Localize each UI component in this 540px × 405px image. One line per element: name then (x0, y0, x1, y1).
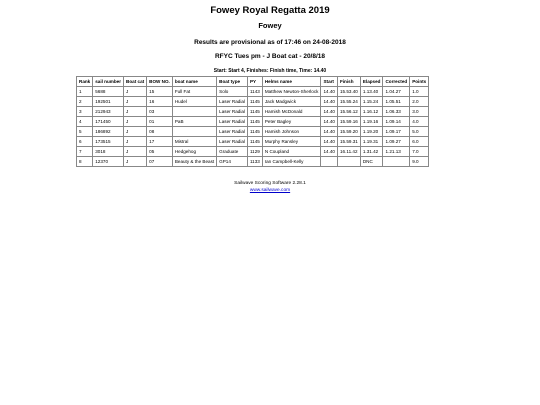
table-cell: Mistral (172, 137, 216, 147)
table-cell: 1145 (247, 137, 262, 147)
table-cell: 14.40 (321, 127, 338, 137)
table-cell: Hamish McDonald (262, 107, 321, 117)
table-cell: J (124, 97, 147, 107)
table-cell: 14.40 (321, 147, 338, 157)
table-cell: J (124, 127, 147, 137)
column-header: Elapsed (360, 77, 383, 87)
table-cell: J (124, 87, 147, 97)
table-cell: 5688 (93, 87, 124, 97)
table-cell: 15.55.24 (337, 97, 360, 107)
provisional-notice: Results are provisional as of 17:46 on 24-08-2018 (194, 39, 346, 46)
table-cell: 14.40 (321, 117, 338, 127)
column-header: BOW NO. (147, 77, 173, 87)
results-table-body (77, 87, 429, 167)
table-cell: J (124, 147, 147, 157)
table-cell: 16.11.42 (337, 147, 360, 157)
table-cell (321, 157, 338, 167)
column-header: PY (247, 77, 262, 87)
table-cell: 15.59.31 (337, 137, 360, 147)
table-cell: Laser Radial (217, 97, 248, 107)
table-cell: 14.40 (321, 87, 338, 97)
column-header: Boat type (217, 77, 248, 87)
table-cell (383, 157, 410, 167)
table-cell: 7.0 (410, 147, 429, 157)
table-cell: 1133 (247, 157, 262, 167)
table-cell: Laser Radial (217, 137, 248, 147)
table-cell: 1.19.16 (360, 117, 383, 127)
column-header: Finish (337, 77, 360, 87)
table-cell: 1.13.40 (360, 87, 383, 97)
table-cell: 2.0 (410, 97, 429, 107)
table-header-row (77, 77, 429, 87)
table-cell: N Coupland (262, 147, 321, 157)
table-cell: 12370 (93, 157, 124, 167)
column-header: sail number (93, 77, 124, 87)
table-cell: J (124, 157, 147, 167)
table-row (77, 157, 429, 167)
table-cell: 15.59.16 (337, 117, 360, 127)
table-row (77, 117, 429, 127)
table-cell: 15 (147, 87, 173, 97)
table-cell: Murphy Ransley (262, 137, 321, 147)
table-cell: 1.09.14 (383, 117, 410, 127)
table-cell (337, 157, 360, 167)
table-cell: 6.0 (410, 137, 429, 147)
table-cell: 1.09.17 (383, 127, 410, 137)
column-header: Start (321, 77, 338, 87)
table-cell (172, 127, 216, 137)
table-cell (172, 107, 216, 117)
table-cell: 1145 (247, 97, 262, 107)
table-cell: 3.0 (410, 107, 429, 117)
table-cell: 1 (77, 87, 93, 97)
table-cell: 15.56.12 (337, 107, 360, 117)
table-cell: Graduate (217, 147, 248, 157)
table-row (77, 97, 429, 107)
table-cell: 4 (77, 117, 93, 127)
table-cell: 9.0 (410, 157, 429, 167)
column-header: Rank (77, 77, 93, 87)
table-cell: 212943 (93, 107, 124, 117)
table-cell: 192501 (93, 97, 124, 107)
table-cell: 186892 (93, 127, 124, 137)
column-header: Points (410, 77, 429, 87)
results-page (0, 0, 540, 193)
table-cell: 1143 (247, 87, 262, 97)
table-cell: 05 (147, 147, 173, 157)
footer (0, 181, 540, 194)
table-cell: Ian Campbell-Kelly (262, 157, 321, 167)
table-row (77, 147, 429, 157)
table-cell: 01 (147, 117, 173, 127)
table-cell: 17 (147, 137, 173, 147)
table-cell: 1129 (247, 147, 262, 157)
table-row (77, 87, 429, 97)
table-cell: 1.0 (410, 87, 429, 97)
table-cell: 1.05.51 (383, 97, 410, 107)
start-info: Start: Start 4, Finishes: Finish time, Time: 14.40 (213, 68, 327, 74)
table-cell: 1145 (247, 117, 262, 127)
venue-heading: Fowey (258, 21, 282, 30)
table-cell: DNC (360, 157, 383, 167)
table-cell: 1145 (247, 127, 262, 137)
table-cell: Laser Radial (217, 107, 248, 117)
table-cell: Jack Madgwick (262, 97, 321, 107)
table-cell: 1.16.12 (360, 107, 383, 117)
table-cell: J (124, 137, 147, 147)
table-cell: 15.59.20 (337, 127, 360, 137)
table-cell: 5 (77, 127, 93, 137)
column-header: boat name (172, 77, 216, 87)
table-cell: 4.0 (410, 117, 429, 127)
table-cell: Hamish Johnson (262, 127, 321, 137)
table-cell: 14.40 (321, 137, 338, 147)
table-cell: 3018 (93, 147, 124, 157)
table-cell: 7 (77, 147, 93, 157)
table-cell: J (124, 107, 147, 117)
table-cell: 1.15.24 (360, 97, 383, 107)
table-row (77, 127, 429, 137)
table-cell: J (124, 117, 147, 127)
table-cell: 14.40 (321, 97, 338, 107)
table-cell: Peter Bagley (262, 117, 321, 127)
table-cell: 171450 (93, 117, 124, 127)
table-cell: 15.53.40 (337, 87, 360, 97)
table-cell: Hudel (172, 97, 216, 107)
table-cell: 16 (147, 97, 173, 107)
table-cell: 1145 (247, 107, 262, 117)
table-row (77, 107, 429, 117)
table-cell: 14.40 (321, 107, 338, 117)
table-row (77, 137, 429, 147)
table-cell: 6 (77, 137, 93, 147)
sailwave-link[interactable]: www.sailwave.com (249, 187, 291, 193)
software-credit: Sailwave Scoring Software 2.28.1 (234, 181, 306, 186)
table-cell: GP14 (217, 157, 248, 167)
table-cell: 5.0 (410, 127, 429, 137)
table-cell: 2 (77, 97, 93, 107)
page-title: Fowey Royal Regatta 2019 (210, 5, 330, 16)
table-cell: 3 (77, 107, 93, 117)
table-cell: Laser Radial (217, 127, 248, 137)
table-cell: Full Fat (172, 87, 216, 97)
table-cell: 1.19.31 (360, 137, 383, 147)
table-cell: Beauty & the Beast (172, 157, 216, 167)
table-cell: 07 (147, 157, 173, 167)
table-cell: 1.06.33 (383, 107, 410, 117)
table-cell: 1.19.20 (360, 127, 383, 137)
table-cell: 03 (147, 107, 173, 117)
table-cell: 1.31.42 (360, 147, 383, 157)
table-cell: PaB (172, 117, 216, 127)
column-header: Boat cat (124, 77, 147, 87)
table-cell: 1.09.27 (383, 137, 410, 147)
column-header: Corrected (383, 77, 410, 87)
table-cell: Solo (217, 87, 248, 97)
table-cell: Laser Radial (217, 117, 248, 127)
race-title: RFYC Tues pm - J Boat cat - 20/8/18 (214, 53, 326, 60)
table-cell: Matthew Newton-Sherlock (262, 87, 321, 97)
table-cell: 1.21.13 (383, 147, 410, 157)
column-header: Helms name (262, 77, 321, 87)
table-cell: 1.04.27 (383, 87, 410, 97)
results-table (76, 76, 429, 167)
table-cell: 8 (77, 157, 93, 167)
table-cell: 08 (147, 127, 173, 137)
table-cell: 173515 (93, 137, 124, 147)
table-cell: Hedgehog (172, 147, 216, 157)
